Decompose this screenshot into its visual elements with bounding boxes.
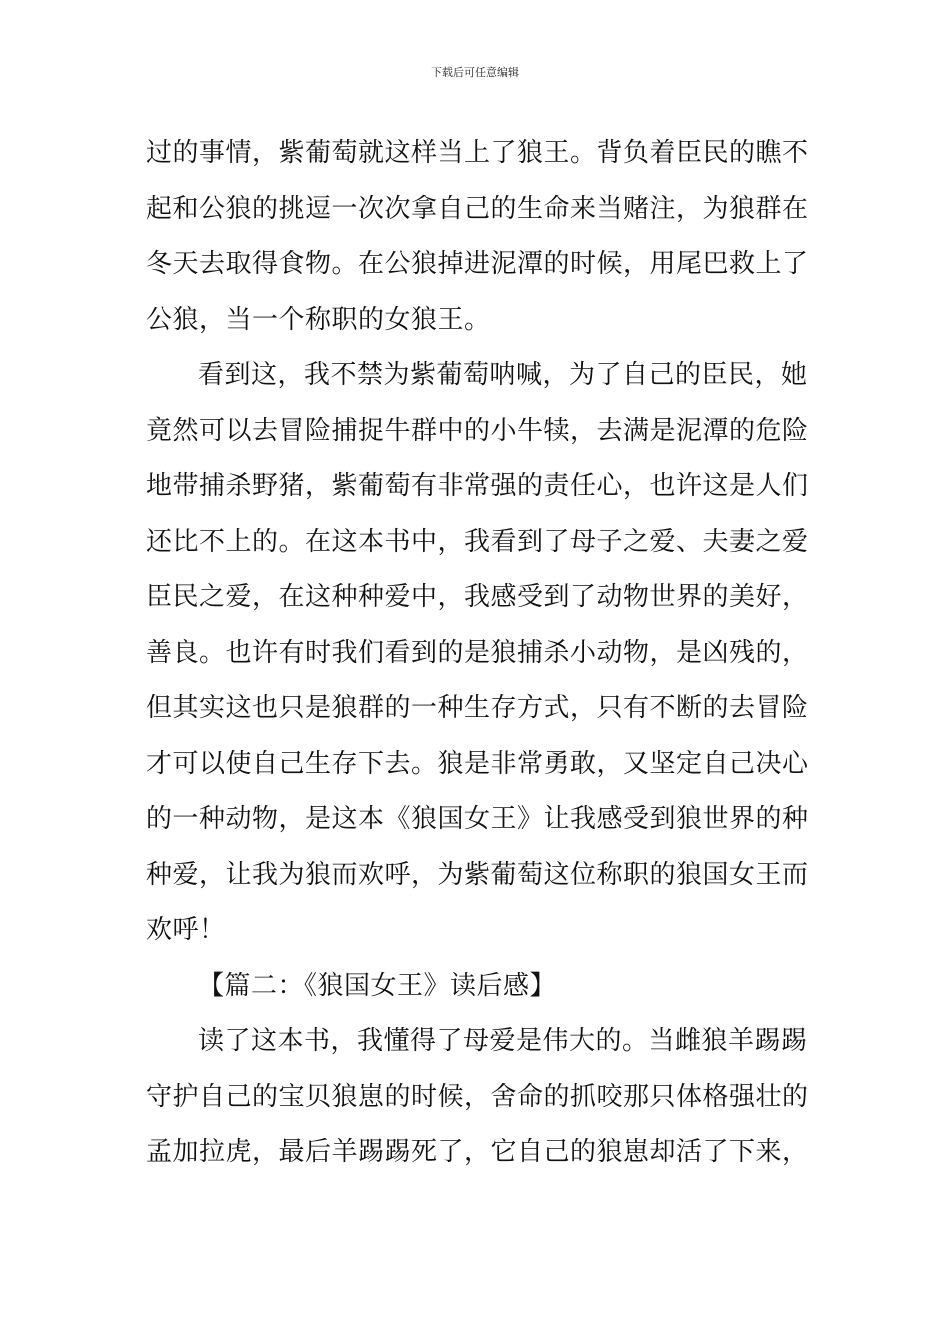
text-line: 还比不上的。在这本书中，我看到了母子之爱、夫妻之爱 — [146, 526, 809, 557]
text-line: 才可以使自己生存下去。狼是非常勇敢，又坚定自己决心 — [146, 748, 809, 779]
section-heading: 【篇二：《狼国女王》读后感】 — [198, 970, 557, 1001]
text-line: 欢呼！ — [146, 915, 226, 945]
document-body — [146, 126, 808, 1181]
text-line: 看到这，我不禁为紫葡萄呐喊，为了自己的臣民，她 — [198, 360, 808, 390]
text-line: 冬天去取得食物。在公狼掉进泥潭的时候，用尾巴救上了 — [146, 249, 809, 279]
text-line: 地带捕杀野猪，紫葡萄有非常强的责任心，也许这是人们 — [146, 471, 809, 501]
text-line: 起和公狼的挑逗一次次拿自己的生命来当赌注，为狼群在 — [146, 193, 809, 224]
page-header: 下载后可任意编辑 — [431, 66, 519, 79]
text-line: 竟然可以去冒险捕捉牛群中的小牛犊，去满是泥潭的危险 — [146, 415, 809, 446]
text-line: 读了这本书，我懂得了母爱是伟大的。当雌狼羊踢踢 — [198, 1026, 808, 1056]
text-line: 臣民之爱，在这种种爱中，我感受到了动物世界的美好， — [146, 582, 809, 612]
text-line: 善良。也许有时我们看到的是狼捕杀小动物，是凶残的， — [146, 637, 809, 668]
text-line: 孟加拉虎，最后羊踢踢死了，它自己的狼崽却活了下来， — [146, 1137, 809, 1167]
text-line: 公狼，当一个称职的女狼王。 — [146, 304, 491, 335]
text-line: 守护自己的宝贝狼崽的时候，舍命的抓咬那只体格强壮的 — [146, 1081, 809, 1112]
text-line: 的一种动物，是这本《狼国女王》让我感受到狼世界的种 — [146, 804, 809, 834]
text-line: 但其实这也只是狼群的一种生存方式，只有不断的去冒险 — [146, 693, 809, 723]
text-line: 过的事情，紫葡萄就这样当上了狼王。背负着臣民的瞧不 — [146, 138, 809, 168]
text-line: 种爱，让我为狼而欢呼，为紫葡萄这位称职的狼国女王而 — [146, 859, 809, 890]
